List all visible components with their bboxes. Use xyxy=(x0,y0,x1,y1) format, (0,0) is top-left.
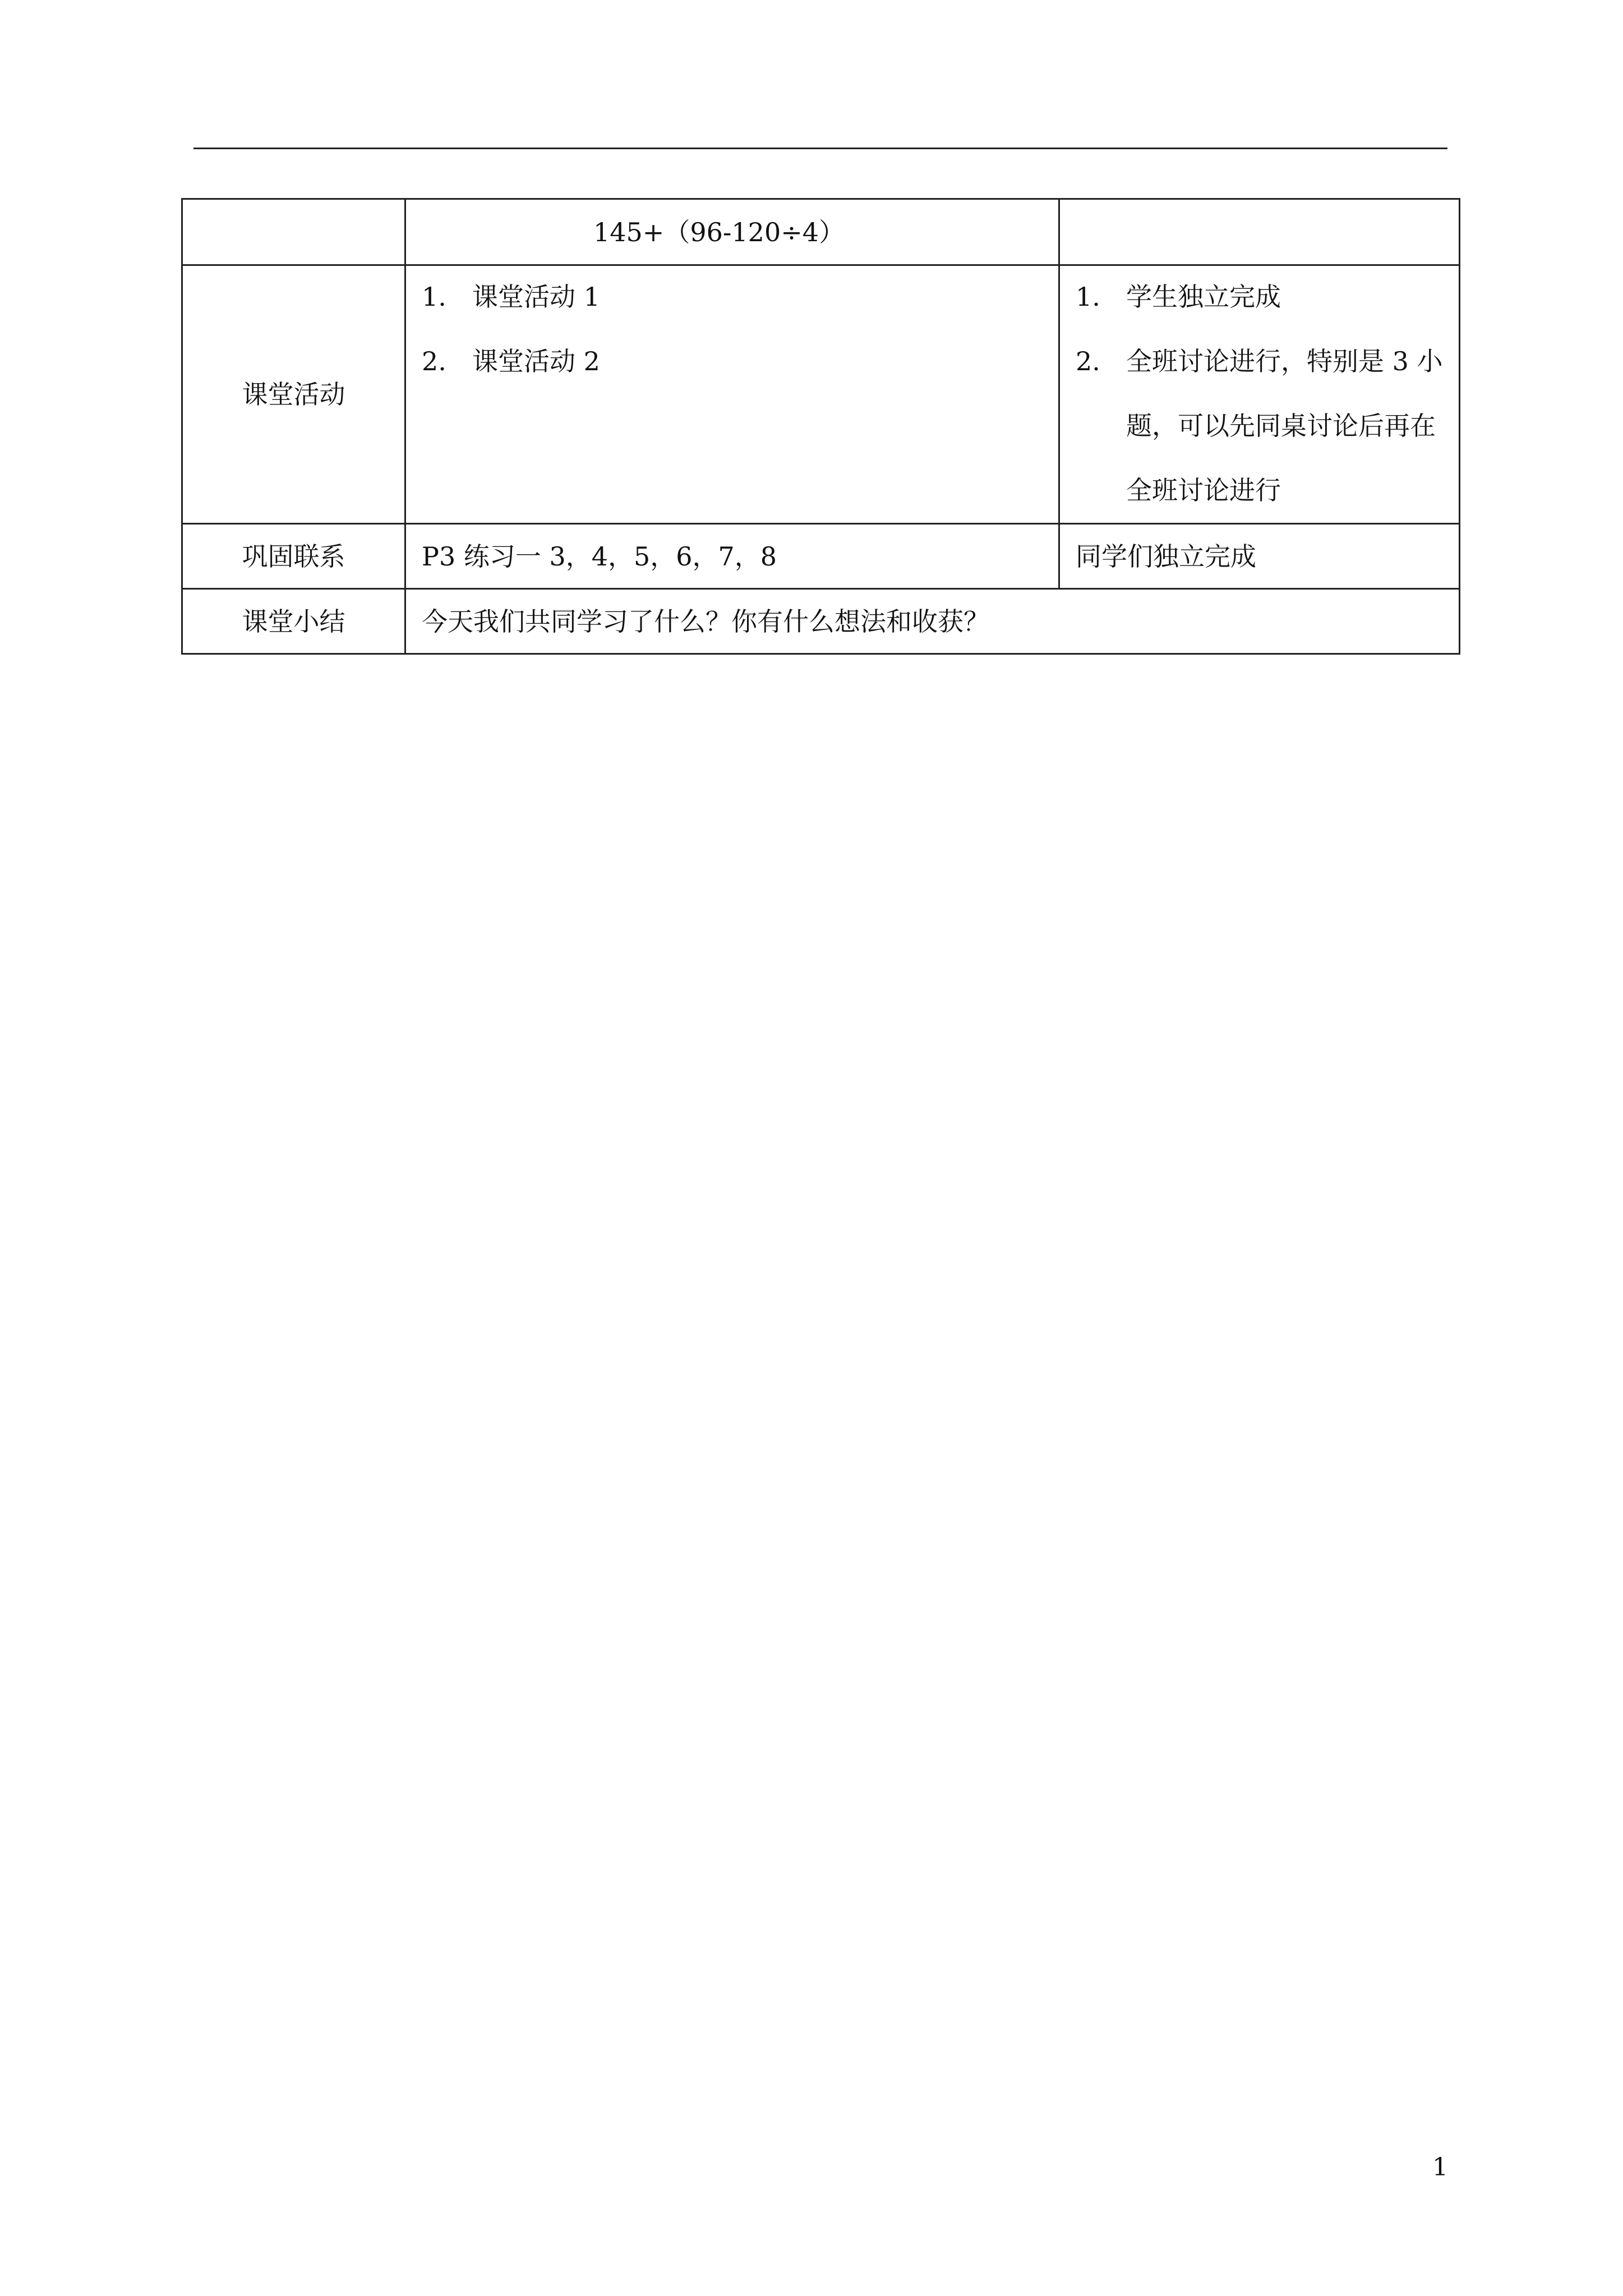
practice-row xyxy=(182,524,1460,589)
formula-row-label-cell xyxy=(182,199,405,265)
activity-label: 课堂活动 xyxy=(182,265,405,524)
formula-expression: 145+（96-120÷4） xyxy=(405,199,1059,265)
list-item-number: 2. xyxy=(422,346,446,376)
header-rule xyxy=(193,148,1447,149)
activity-row xyxy=(182,265,1460,524)
list-item xyxy=(406,329,1058,394)
summary-content: 今天我们共同学习了什么？你有什么想法和收获？ xyxy=(405,589,1460,654)
lesson-plan-table xyxy=(181,198,1460,655)
list-item-number: 1. xyxy=(1076,282,1100,312)
list-item xyxy=(1060,329,1459,523)
activity-teacher-cell xyxy=(405,265,1059,524)
formula-row xyxy=(182,199,1460,265)
practice-student: 同学们独立完成 xyxy=(1059,524,1460,589)
list-item-number: 2. xyxy=(1076,346,1100,376)
list-item xyxy=(1060,265,1459,329)
teacher-activity-list xyxy=(406,265,1058,394)
page-number: 1 xyxy=(1432,2153,1448,2182)
list-item-number: 1. xyxy=(422,282,446,312)
summary-label: 课堂小结 xyxy=(182,589,405,654)
list-item xyxy=(406,265,1058,329)
practice-content: P3 练习一 3，4，5，6，7，8 xyxy=(405,524,1059,589)
list-item-text: 全班讨论进行，特别是 3 小题，可以先同桌讨论后再在全班讨论进行 xyxy=(1126,346,1443,505)
student-activity-list xyxy=(1060,265,1459,523)
formula-row-student-cell xyxy=(1059,199,1460,265)
list-item-text: 学生独立完成 xyxy=(1126,282,1281,312)
list-item-text: 课堂活动 2 xyxy=(472,346,600,376)
activity-student-cell xyxy=(1059,265,1460,524)
practice-label: 巩固联系 xyxy=(182,524,405,589)
summary-row xyxy=(182,589,1460,654)
list-item-text: 课堂活动 1 xyxy=(472,282,600,312)
